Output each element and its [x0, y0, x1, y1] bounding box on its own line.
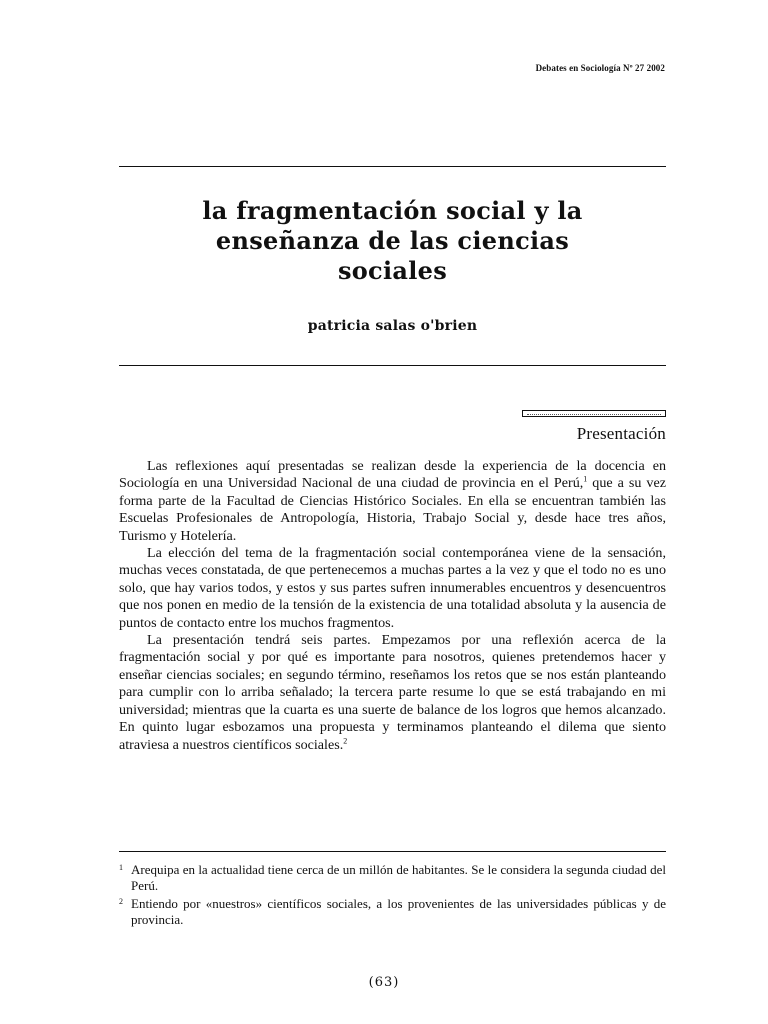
paragraph	[119, 545, 666, 632]
running-head: Debates en Sociología Nº 27 2002	[535, 63, 665, 73]
section-heading: Presentación	[576, 424, 666, 443]
page-number: (63)	[368, 975, 400, 990]
footnote-number: 1	[119, 863, 123, 872]
footnote	[119, 862, 666, 894]
footnote	[119, 896, 666, 928]
paragraph-text: que a su vez forma parte de la Facultad de Ciencias Histórico Sociales. En ella se encuentran también las Escuelas Profesionales de Antropología, Historia, Trabajo Social y, desde hace tres años, Turismo y Hotelería.	[119, 475, 666, 544]
footnote-text: Entiendo por «nuestros» científicos sociales, a los provenientes de las universidades públicas y de provincia.	[131, 896, 666, 927]
body-text	[119, 458, 666, 754]
footnote-reference[interactable]: 1	[583, 474, 588, 484]
section-ornament	[522, 410, 666, 417]
top-rule	[119, 166, 666, 167]
paragraph	[119, 458, 666, 545]
paragraph-text: Las reflexiones aquí presentadas se realizan desde la experiencia de la docencia en Sociología en una Universidad Nacional de una ciudad de provincia en el Perú,	[119, 458, 666, 492]
title-line-2: enseñanza de las ciencias	[215, 226, 570, 255]
footnote-number: 2	[119, 897, 123, 906]
header-bottom-rule	[119, 365, 666, 366]
footnote-text: Arequipa en la actualidad tiene cerca de un millón de habitantes. Se le considera la segunda ciudad del Perú.	[131, 862, 666, 893]
paragraph	[119, 632, 666, 754]
footnotes	[119, 862, 666, 930]
article-title	[119, 196, 666, 286]
author-name: patricia salas o'brien	[307, 318, 478, 334]
paragraph-text: La presentación tendrá seis partes. Empezamos por una reflexión acerca de la fragmentación social y por qué es importante para nosotros, quienes pretendemos hacer y enseñar ciencias sociales; en segundo término, reseñamos los retos que se nos están planteando para cumplir con lo arriba señalado; la tercera parte resume lo que se está trabajando en mi universidad; mientras que la cuarta es una suerte de balance de los logros que hemos alcanzado. En quinto lugar esbozamos una propuesta y terminamos planteando el dilema que siento atraviesa a nuestros científicos sociales.	[119, 632, 666, 753]
title-line-3: sociales	[337, 256, 448, 285]
title-line-1: la fragmentación social y la	[202, 196, 583, 225]
paragraph-text: La elección del tema de la fragmentación social contemporánea viene de la sensación, muchas veces constatada, de que pertenecemos a muchas partes a la vez y que el todo no es uno solo, que hay varios todos, y estos y sus partes sufren innumerables encuentros y desencuentros que nos ponen en medio de la tensión de la existencia de una totalidad absoluta y la ausencia de puntos de contacto entre los muchos fragmentos.	[119, 545, 666, 631]
footnote-rule	[119, 851, 666, 852]
footnote-reference[interactable]: 2	[343, 735, 348, 745]
